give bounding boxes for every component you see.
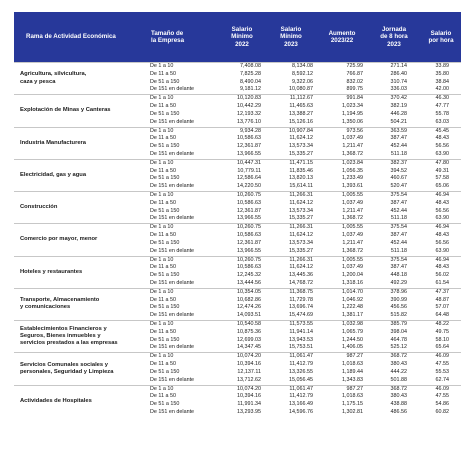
min-wage-2023-cell: 11,941.14	[289, 328, 313, 335]
min-wage-2022-cell: 14,347.45	[237, 344, 261, 351]
table-row	[14, 288, 461, 296]
company-size-cell: De 11 a 50	[150, 135, 176, 142]
min-wage-2022-cell: 10,682.86	[237, 296, 261, 303]
min-wage-2023-cell: 13,573.34	[289, 143, 313, 150]
daily-shift-cell: 286.40	[390, 70, 407, 77]
activity-name: Electricidad, gas y agua	[14, 159, 148, 191]
min-wage-2023-cell: 11,624.12	[289, 264, 313, 271]
hourly-wage-cell: 63.90	[435, 247, 449, 254]
company-size-cell: De 1 a 10	[148, 159, 219, 167]
min-wage-2022-cell: 10,120.83	[219, 95, 265, 103]
daily-shift-cell: 378.96	[367, 288, 421, 296]
hourly-wage-cell: 42.00	[435, 86, 449, 93]
increase-cell: 1,368.72	[342, 215, 363, 222]
hourly-wage-cell: 46.94	[421, 256, 461, 264]
min-wage-2022-cell: 10,586.63	[237, 232, 261, 239]
company-size-cell: De 11 a 50	[150, 361, 176, 368]
increase-cell: 1,189.44	[342, 368, 363, 375]
company-size-cell: De 151 en delante	[150, 376, 195, 383]
min-wage-2022-cell: 10,442.29	[237, 103, 261, 110]
min-wage-2023-cell: 11,624.12	[289, 232, 313, 239]
table-row	[14, 321, 461, 329]
increase-cell: 1,318.16	[342, 279, 363, 286]
min-wage-2023-cell: 11,624.12	[289, 135, 313, 142]
min-wage-2023-cell: 11,835.46	[289, 167, 313, 174]
min-wage-2023-cell: 9,322.06	[292, 78, 313, 85]
company-size-cell: De 1 a 10	[148, 288, 219, 296]
increase-cell: 1,023.34	[342, 103, 363, 110]
hourly-wage-cell: 46.94	[421, 224, 461, 232]
company-size-cell: De 11 a 50	[150, 199, 176, 206]
hourly-wage-cell: 63.03	[435, 118, 449, 125]
min-wage-2022-cell: 10,540.58	[219, 321, 265, 329]
min-wage-2023-cell: 15,614.11	[289, 183, 313, 190]
hourly-wage-cell: 35.80	[435, 70, 449, 77]
hourly-wage-cell: 65.64	[435, 344, 449, 351]
daily-shift-cell: 271.14	[367, 63, 421, 71]
min-wage-2022-cell: 14,220.50	[237, 183, 261, 190]
company-size-cell: De 51 a 150	[150, 239, 180, 246]
hourly-wage-cell: 47.37	[421, 288, 461, 296]
company-size-cell: De 1 a 10	[148, 63, 219, 71]
daily-shift-cell: 444.22	[390, 368, 407, 375]
company-size-cell: De 11 a 50	[150, 296, 176, 303]
daily-shift-cell: 460.67	[390, 175, 407, 182]
company-size-cell: De 1 a 10	[148, 127, 219, 135]
daily-shift-cell: 398.04	[390, 328, 407, 335]
increase-cell: 1,065.79	[342, 328, 363, 335]
daily-shift-cell: 511.18	[390, 215, 407, 222]
company-size-cell: De 51 a 150	[150, 110, 180, 117]
increase-cell: 1,393.61	[342, 183, 363, 190]
table-row	[14, 63, 461, 71]
minimum-wage-table	[14, 12, 461, 417]
increase-cell: 1,014.70	[317, 288, 367, 296]
daily-shift-cell: 464.78	[390, 336, 407, 343]
min-wage-2023-cell: 13,166.49	[289, 401, 313, 408]
header-daily-shift: Jornada de 8 hora 2023	[367, 12, 421, 63]
min-wage-2023-cell: 13,820.13	[289, 175, 313, 182]
daily-shift-cell: 390.99	[390, 296, 407, 303]
min-wage-2022-cell: 10,394.16	[237, 393, 261, 400]
hourly-wage-cell: 38.84	[435, 78, 449, 85]
min-wage-2023-cell: 15,056.45	[289, 376, 313, 383]
min-wage-2022-cell: 10,074.20	[219, 385, 265, 393]
increase-cell: 1,037.49	[342, 199, 363, 206]
company-size-cell: De 1 a 10	[148, 192, 219, 200]
company-size-cell: De 51 a 150	[150, 368, 180, 375]
min-wage-2022-cell: 14,093.51	[237, 312, 261, 319]
header-company-size: Tamaño de la Empresa	[148, 12, 219, 63]
increase-cell: 1,005.55	[317, 192, 367, 200]
daily-shift-cell: 446.28	[390, 110, 407, 117]
daily-shift-cell: 520.47	[390, 183, 407, 190]
min-wage-2023-cell: 11,368.75	[265, 288, 317, 296]
min-wage-2023-cell: 11,061.47	[265, 353, 317, 361]
increase-cell: 1,343.83	[342, 376, 363, 383]
min-wage-2023-cell: 11,412.79	[289, 361, 313, 368]
min-wage-2023-cell: 8,134.08	[265, 63, 317, 71]
hourly-wage-cell: 56.02	[435, 272, 449, 279]
increase-cell: 1,023.84	[317, 159, 367, 167]
company-size-cell: De 1 a 10	[148, 256, 219, 264]
table-header	[14, 12, 461, 63]
min-wage-2022-cell: 12,474.26	[237, 304, 261, 311]
table-row	[14, 224, 461, 232]
min-wage-2023-cell: 11,266.31	[265, 224, 317, 232]
company-size-cell: De 1 a 10	[148, 321, 219, 329]
daily-shift-cell: 387.47	[390, 264, 407, 271]
activity-name: Hoteles y restaurantes	[14, 256, 148, 288]
company-size-cell: De 1 a 10	[148, 95, 219, 103]
min-wage-2023-cell: 15,474.69	[289, 312, 313, 319]
min-wage-2022-cell: 7,408.08	[219, 63, 265, 71]
activity-name: Industria Manufacturera	[14, 127, 148, 159]
min-wage-2022-cell: 12,193.32	[237, 110, 261, 117]
company-size-cell: De 151 en delante	[150, 183, 195, 190]
daily-shift-cell: 387.47	[390, 232, 407, 239]
min-wage-2023-cell: 11,465.63	[289, 103, 313, 110]
daily-shift-cell: 504.21	[390, 118, 407, 125]
company-size-cell: De 11 a 50	[150, 103, 176, 110]
hourly-wage-cell: 48.22	[421, 321, 461, 329]
company-size-cell: De 11 a 50	[150, 70, 176, 77]
header-increase: Aumento 2023/22	[317, 12, 367, 63]
min-wage-2023-cell: 13,388.27	[289, 110, 313, 117]
min-wage-2023-cell: 11,471.15	[265, 159, 317, 167]
hourly-wage-cell: 61.54	[435, 279, 449, 286]
hourly-wage-cell: 62.74	[435, 376, 449, 383]
header-activity: Rama de Actividad Económica	[14, 12, 148, 63]
hourly-wage-cell: 46.09	[421, 353, 461, 361]
company-size-cell: De 151 en delante	[150, 312, 195, 319]
increase-cell: 1,211.47	[342, 143, 363, 150]
hourly-wage-cell: 55.53	[435, 368, 449, 375]
hourly-wage-cell: 60.82	[435, 408, 449, 415]
min-wage-2023-cell: 11,266.31	[265, 256, 317, 264]
company-size-cell: De 11 a 50	[150, 264, 176, 271]
daily-shift-cell: 368.72	[367, 385, 421, 393]
daily-shift-cell: 511.18	[390, 150, 407, 157]
min-wage-2023-cell: 13,573.34	[289, 207, 313, 214]
hourly-wage-cell: 47.77	[435, 103, 449, 110]
daily-shift-cell: 456.56	[390, 304, 407, 311]
company-size-cell: De 11 a 50	[150, 232, 176, 239]
hourly-wage-cell: 49.31	[435, 167, 449, 174]
min-wage-2023-cell: 11,412.79	[289, 393, 313, 400]
increase-cell: 1,233.49	[342, 175, 363, 182]
increase-cell: 766.87	[346, 70, 363, 77]
hourly-wage-cell: 48.43	[435, 232, 449, 239]
daily-shift-cell: 438.88	[390, 401, 407, 408]
hourly-wage-cell: 48.43	[435, 135, 449, 142]
min-wage-2022-cell: 8,490.04	[240, 78, 261, 85]
min-wage-2022-cell: 13,712.62	[237, 376, 261, 383]
daily-shift-cell: 501.88	[390, 376, 407, 383]
increase-cell: 1,211.47	[342, 239, 363, 246]
daily-shift-cell: 511.18	[390, 247, 407, 254]
hourly-wage-cell: 47.55	[435, 361, 449, 368]
hourly-wage-cell: 48.43	[435, 199, 449, 206]
company-size-cell: De 51 a 150	[150, 336, 180, 343]
min-wage-2023-cell: 11,573.55	[265, 321, 317, 329]
company-size-cell: De 51 a 150	[150, 401, 180, 408]
increase-cell: 1,037.49	[342, 232, 363, 239]
increase-cell: 1,037.49	[342, 264, 363, 271]
header-min-wage-2023: Salario Mínimo 2023	[265, 12, 317, 63]
min-wage-2023-cell: 14,768.72	[289, 279, 313, 286]
increase-cell: 1,350.06	[342, 118, 363, 125]
company-size-cell: De 151 en delante	[150, 247, 195, 254]
increase-cell: 1,018.63	[342, 361, 363, 368]
table-row	[14, 159, 461, 167]
hourly-wage-cell: 47.55	[435, 393, 449, 400]
min-wage-2023-cell: 11,112.67	[265, 95, 317, 103]
increase-cell: 832.02	[346, 78, 363, 85]
min-wage-2022-cell: 10,394.16	[237, 361, 261, 368]
company-size-cell: De 51 a 150	[150, 207, 180, 214]
daily-shift-cell: 394.52	[390, 167, 407, 174]
daily-shift-cell: 382.19	[390, 103, 407, 110]
activity-name: Actividades de Hospitales	[14, 385, 148, 417]
increase-cell: 1,222.48	[342, 304, 363, 311]
daily-shift-cell: 385.79	[367, 321, 421, 329]
hourly-wage-cell: 58.10	[435, 336, 449, 343]
hourly-wage-cell: 64.48	[435, 312, 449, 319]
increase-cell: 1,175.15	[342, 401, 363, 408]
min-wage-2023-cell: 13,696.74	[289, 304, 313, 311]
increase-cell: 899.75	[346, 86, 363, 93]
hourly-wage-cell: 49.75	[435, 328, 449, 335]
min-wage-2022-cell: 12,245.32	[237, 272, 261, 279]
company-size-cell: De 51 a 150	[150, 175, 180, 182]
min-wage-2022-cell: 12,137.11	[237, 368, 261, 375]
activity-name: Construcción	[14, 192, 148, 224]
increase-cell: 1,302.81	[342, 408, 363, 415]
min-wage-2023-cell: 15,335.27	[289, 215, 313, 222]
min-wage-2023-cell: 11,061.47	[265, 385, 317, 393]
company-size-cell: De 11 a 50	[150, 393, 176, 400]
company-size-cell: De 151 en delante	[150, 408, 195, 415]
min-wage-2022-cell: 12,361.87	[237, 207, 261, 214]
increase-cell: 1,406.05	[342, 344, 363, 351]
increase-cell: 1,368.72	[342, 247, 363, 254]
table-row	[14, 127, 461, 135]
increase-cell: 1,200.04	[342, 272, 363, 279]
company-size-cell: De 51 a 150	[150, 78, 180, 85]
increase-cell: 1,381.17	[342, 312, 363, 319]
min-wage-2023-cell: 15,335.27	[289, 247, 313, 254]
company-size-cell: De 11 a 50	[150, 167, 176, 174]
activity-name: Explotación de Minas y Canteras	[14, 95, 148, 127]
hourly-wage-cell: 45.45	[421, 127, 461, 135]
increase-cell: 991.84	[317, 95, 367, 103]
min-wage-2022-cell: 12,361.87	[237, 143, 261, 150]
daily-shift-cell: 452.44	[390, 239, 407, 246]
company-size-cell: De 151 en delante	[150, 279, 195, 286]
hourly-wage-cell: 33.89	[421, 63, 461, 71]
hourly-wage-cell: 57.58	[435, 175, 449, 182]
hourly-wage-cell: 63.90	[435, 215, 449, 222]
activity-name: Transporte, Almacenamiento y comunicaciones	[14, 288, 148, 320]
activity-name: Agricultura, silvicultura, caza y pesca	[14, 63, 148, 95]
activity-name: Establecimientos Financieros y Seguros, Bienes inmuebles y servicios prestados a las empresas	[14, 321, 148, 353]
min-wage-2023-cell: 15,335.27	[289, 150, 313, 157]
min-wage-2022-cell: 13,966.55	[237, 247, 261, 254]
min-wage-2022-cell: 13,293.95	[237, 408, 261, 415]
daily-shift-cell: 310.74	[390, 78, 407, 85]
increase-cell: 973.56	[317, 127, 367, 135]
company-size-cell: De 151 en delante	[150, 86, 195, 93]
table-row	[14, 385, 461, 393]
increase-cell: 987.27	[317, 385, 367, 393]
daily-shift-cell: 486.56	[390, 408, 407, 415]
company-size-cell: De 11 a 50	[150, 328, 176, 335]
table-row	[14, 256, 461, 264]
daily-shift-cell: 515.82	[390, 312, 407, 319]
hourly-wage-cell: 46.94	[421, 192, 461, 200]
company-size-cell: De 1 a 10	[148, 353, 219, 361]
hourly-wage-cell: 57.07	[435, 304, 449, 311]
daily-shift-cell: 375.54	[367, 224, 421, 232]
min-wage-2022-cell: 10,260.75	[219, 192, 265, 200]
daily-shift-cell: 452.44	[390, 207, 407, 214]
table-row	[14, 95, 461, 103]
min-wage-2022-cell: 10,586.63	[237, 199, 261, 206]
min-wage-2022-cell: 10,586.63	[237, 135, 261, 142]
hourly-wage-cell: 48.43	[435, 264, 449, 271]
hourly-wage-cell: 46.30	[421, 95, 461, 103]
company-size-cell: De 151 en delante	[150, 344, 195, 351]
salary-table-container	[14, 12, 461, 417]
daily-shift-cell: 448.18	[390, 272, 407, 279]
min-wage-2022-cell: 13,444.56	[237, 279, 261, 286]
increase-cell: 987.27	[317, 353, 367, 361]
daily-shift-cell: 380.43	[390, 393, 407, 400]
activity-name: Servicios Comunales sociales y personales, Seguridad y Limpieza	[14, 353, 148, 385]
min-wage-2022-cell: 10,447.31	[219, 159, 265, 167]
daily-shift-cell: 492.29	[390, 279, 407, 286]
min-wage-2022-cell: 10,586.63	[237, 264, 261, 271]
increase-cell: 1,018.63	[342, 393, 363, 400]
min-wage-2023-cell: 13,943.53	[289, 336, 313, 343]
min-wage-2022-cell: 10,354.05	[219, 288, 265, 296]
increase-cell: 1,368.72	[342, 150, 363, 157]
daily-shift-cell: 380.43	[390, 361, 407, 368]
daily-shift-cell: 525.12	[390, 344, 407, 351]
min-wage-2023-cell: 15,126.16	[289, 118, 313, 125]
min-wage-2022-cell: 12,586.64	[237, 175, 261, 182]
min-wage-2022-cell: 10,260.75	[219, 224, 265, 232]
company-size-cell: De 51 a 150	[150, 143, 180, 150]
daily-shift-cell: 387.47	[390, 135, 407, 142]
daily-shift-cell: 336.03	[390, 86, 407, 93]
hourly-wage-cell: 56.56	[435, 143, 449, 150]
company-size-cell: De 151 en delante	[150, 150, 195, 157]
min-wage-2023-cell: 14,596.76	[289, 408, 313, 415]
hourly-wage-cell: 47.80	[421, 159, 461, 167]
increase-cell: 725.99	[317, 63, 367, 71]
min-wage-2022-cell: 7,825.28	[240, 70, 261, 77]
header-hourly-wage: Salario por hora	[421, 12, 461, 63]
min-wage-2022-cell: 12,699.03	[237, 336, 261, 343]
daily-shift-cell: 363.59	[367, 127, 421, 135]
min-wage-2023-cell: 11,624.12	[289, 199, 313, 206]
daily-shift-cell: 375.54	[367, 192, 421, 200]
hourly-wage-cell: 56.56	[435, 207, 449, 214]
min-wage-2022-cell: 13,966.55	[237, 215, 261, 222]
increase-cell: 1,194.95	[342, 110, 363, 117]
daily-shift-cell: 368.72	[367, 353, 421, 361]
min-wage-2023-cell: 11,266.31	[265, 192, 317, 200]
min-wage-2023-cell: 15,753.51	[289, 344, 313, 351]
daily-shift-cell: 452.44	[390, 143, 407, 150]
hourly-wage-cell: 56.56	[435, 239, 449, 246]
min-wage-2022-cell: 13,776.10	[237, 118, 261, 125]
min-wage-2022-cell: 10,260.75	[219, 256, 265, 264]
min-wage-2023-cell: 10,907.84	[265, 127, 317, 135]
daily-shift-cell: 382.37	[367, 159, 421, 167]
company-size-cell: De 1 a 10	[148, 224, 219, 232]
increase-cell: 1,037.49	[342, 135, 363, 142]
min-wage-2023-cell: 13,573.34	[289, 239, 313, 246]
hourly-wage-cell: 55.78	[435, 110, 449, 117]
min-wage-2022-cell: 11,991.34	[237, 401, 261, 408]
hourly-wage-cell: 48.87	[435, 296, 449, 303]
activity-name: Comercio por mayor, menor	[14, 224, 148, 256]
table-body	[14, 63, 461, 417]
increase-cell: 1,005.55	[317, 256, 367, 264]
min-wage-2023-cell: 10,080.87	[289, 86, 313, 93]
table-row	[14, 192, 461, 200]
min-wage-2022-cell: 9,181.12	[240, 86, 261, 93]
increase-cell: 1,211.47	[342, 207, 363, 214]
increase-cell: 1,056.35	[342, 167, 363, 174]
min-wage-2022-cell: 13,966.55	[237, 150, 261, 157]
min-wage-2022-cell: 10,779.11	[237, 167, 261, 174]
hourly-wage-cell: 46.09	[421, 385, 461, 393]
min-wage-2023-cell: 8,592.12	[292, 70, 313, 77]
min-wage-2022-cell: 10,875.36	[237, 328, 261, 335]
hourly-wage-cell: 63.90	[435, 150, 449, 157]
table-row	[14, 353, 461, 361]
min-wage-2022-cell: 9,934.28	[219, 127, 265, 135]
company-size-cell: De 51 a 150	[150, 272, 180, 279]
daily-shift-cell: 370.42	[367, 95, 421, 103]
increase-cell: 1,005.55	[317, 224, 367, 232]
increase-cell: 1,244.50	[342, 336, 363, 343]
header-min-wage-2022: Salario Mínimo 2022	[219, 12, 265, 63]
daily-shift-cell: 375.54	[367, 256, 421, 264]
min-wage-2023-cell: 13,326.55	[289, 368, 313, 375]
company-size-cell: De 51 a 150	[150, 304, 180, 311]
min-wage-2023-cell: 13,445.36	[289, 272, 313, 279]
company-size-cell: De 151 en delante	[150, 215, 195, 222]
company-size-cell: De 1 a 10	[148, 385, 219, 393]
daily-shift-cell: 387.47	[390, 199, 407, 206]
company-size-cell: De 151 en delante	[150, 118, 195, 125]
hourly-wage-cell: 54.86	[435, 401, 449, 408]
min-wage-2023-cell: 11,729.78	[289, 296, 313, 303]
hourly-wage-cell: 65.06	[435, 183, 449, 190]
increase-cell: 1,032.98	[317, 321, 367, 329]
min-wage-2022-cell: 10,074.20	[219, 353, 265, 361]
min-wage-2022-cell: 12,361.87	[237, 239, 261, 246]
increase-cell: 1,046.92	[342, 296, 363, 303]
